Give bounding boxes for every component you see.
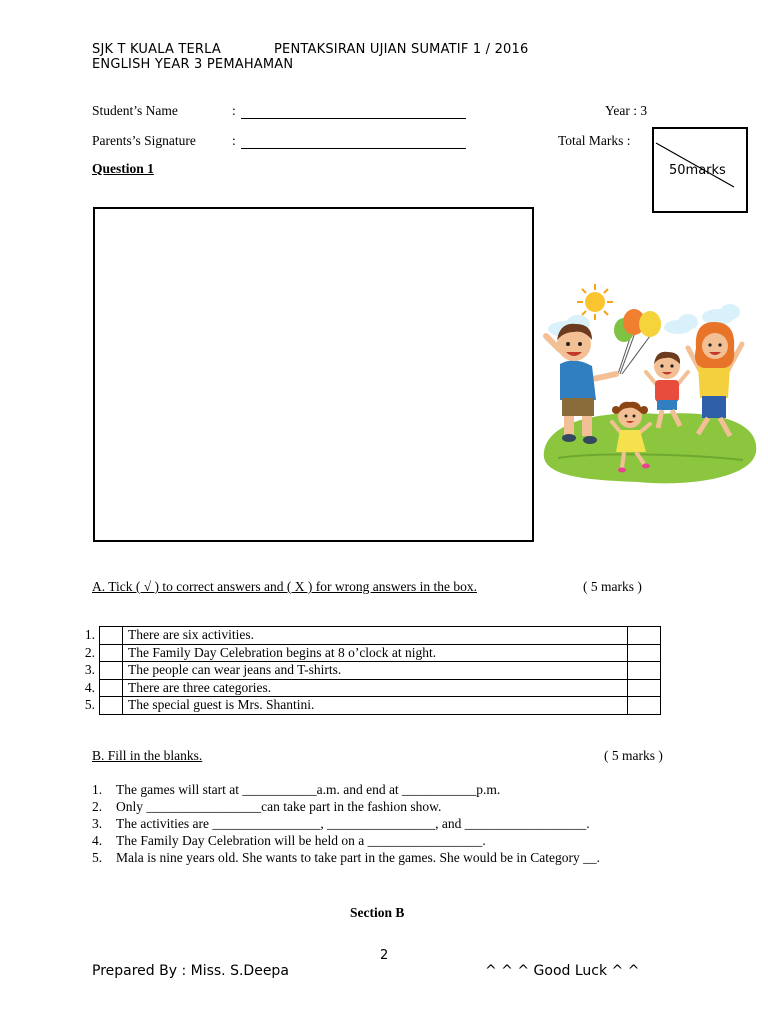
tick-row [78, 679, 661, 697]
signature-colon: : [232, 133, 236, 148]
item-number: 2. [92, 799, 103, 814]
statement-text: The special guest is Mrs. Shantini. [123, 697, 628, 715]
total-marks-value: 50marks [669, 163, 726, 178]
row-left-box [100, 662, 123, 680]
answer-box[interactable] [628, 644, 661, 662]
statement-text: There are three categories. [123, 679, 628, 697]
section-title: Section B [350, 905, 405, 920]
row-left-box [100, 627, 123, 645]
family-illustration [538, 282, 760, 488]
question-title: Question 1 [92, 161, 154, 176]
row-number: 4. [84, 679, 95, 695]
item-number: 3. [92, 816, 103, 831]
student-name-label: Student’s Name [92, 103, 178, 118]
fill-blanks-heading: B. Fill in the blanks. [92, 748, 203, 763]
fill-blank-item [92, 798, 600, 815]
section-a-marks: ( 5 marks ) [583, 579, 642, 594]
item-number: 1. [92, 782, 103, 797]
item-text[interactable]: The activities are ________________, ________________, and __________________. [116, 816, 590, 831]
item-text[interactable]: Only _________________can take part in the fashion show. [116, 799, 442, 814]
parent-signature-line[interactable] [241, 148, 466, 149]
footer-good-luck: ^ ^ ^ Good Luck ^ ^ [485, 963, 640, 979]
answer-box[interactable] [628, 697, 661, 715]
answer-box[interactable] [628, 662, 661, 680]
item-number: 4. [92, 833, 103, 848]
row-left-box [100, 697, 123, 715]
tick-row [78, 662, 661, 680]
statement-text: The people can wear jeans and T-shirts. [123, 662, 628, 680]
sun-icon [577, 284, 613, 320]
parent-signature-label: Parents’s Signature [92, 133, 196, 148]
row-number: 5. [84, 697, 95, 713]
answer-box[interactable] [628, 627, 661, 645]
marks-box [652, 127, 748, 213]
fill-blanks-list [92, 781, 600, 866]
footer-prepared-by: Prepared By : Miss. S.Deepa [92, 963, 289, 979]
row-number: 3. [84, 662, 95, 678]
balloon-icon [614, 309, 661, 374]
name-colon: : [232, 103, 236, 118]
year-label: Year : 3 [605, 103, 648, 118]
row-left-box [100, 644, 123, 662]
student-name-line[interactable] [241, 118, 466, 119]
school-name: SJK T KUALA TERLA [92, 42, 221, 57]
page-number: 2 [380, 948, 389, 963]
statement-text: The Family Day Celebration begins at 8 o’clock at night. [123, 644, 628, 662]
statement-text: There are six activities. [123, 627, 628, 645]
tick-row [78, 627, 661, 645]
fill-blank-item [92, 849, 600, 866]
row-left-box [100, 679, 123, 697]
total-marks-label: Total Marks : [558, 133, 631, 148]
item-text[interactable]: The games will start at ___________a.m. and end at ___________p.m. [116, 782, 501, 797]
fill-blank-item [92, 815, 600, 832]
passage-box [93, 207, 534, 542]
item-number: 5. [92, 850, 103, 865]
tick-table [78, 626, 661, 715]
answer-box[interactable] [628, 679, 661, 697]
item-text[interactable]: Mala is nine years old. She wants to take part in the games. She would be in Category __. [116, 850, 601, 865]
fill-blank-item [92, 781, 600, 798]
section-a-instruction: A. Tick ( √ ) to correct answers and ( X ) for wrong answers in the box. [92, 579, 477, 594]
fill-blank-item [92, 832, 600, 849]
subject-line: ENGLISH YEAR 3 PEMAHAMAN [92, 57, 294, 72]
item-text[interactable]: The Family Day Celebration will be held on a _________________. [116, 833, 486, 848]
fill-blanks-marks: ( 5 marks ) [604, 748, 663, 763]
exam-title: PENTAKSIRAN UJIAN SUMATIF 1 / 2016 [274, 42, 529, 57]
row-number: 1. [84, 627, 95, 643]
row-number: 2. [84, 644, 95, 660]
tick-row [78, 644, 661, 662]
tick-row [78, 697, 661, 715]
